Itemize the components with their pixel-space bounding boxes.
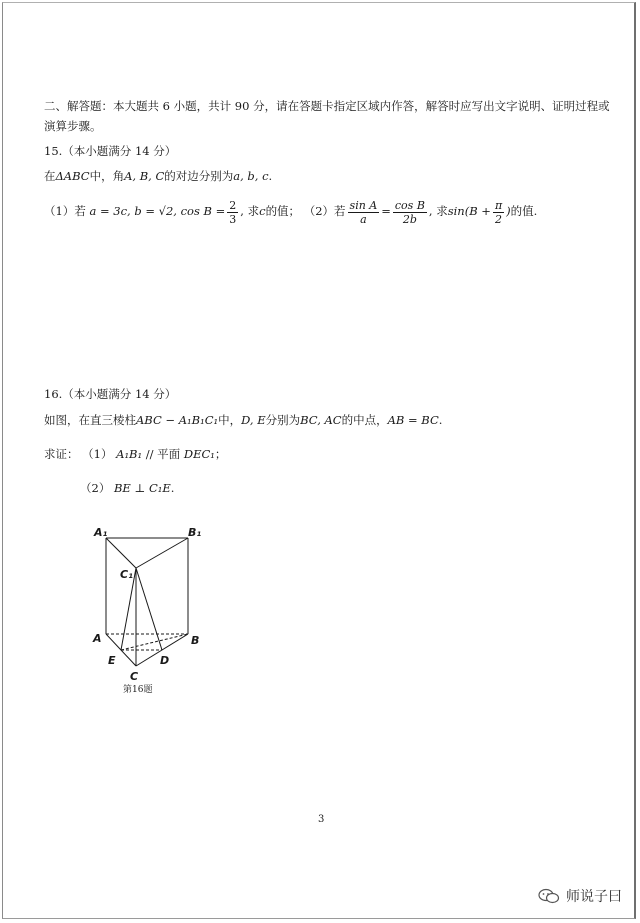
q15-stem: 在ΔABC中，角A, B, C的对边分别为a, b, c. <box>44 169 273 183</box>
q15-parts <box>44 196 537 226</box>
label-c: C <box>130 670 139 683</box>
label-a: A <box>93 632 102 645</box>
page-number: 3 <box>318 814 325 825</box>
wechat-icon <box>538 888 560 904</box>
edge-e-b-hidden <box>121 634 188 650</box>
label-e: E <box>108 654 116 667</box>
q15-part1-fraction: $\frac{2}{3}$ <box>229 198 237 226</box>
edge-c1-d <box>136 568 162 650</box>
q15-part2: （2）若 $\frac{\text{sin A}}{a}$ = $\frac{\text{cos B}}{2b}$ , 求sin(B + $\frac{\pi}{2}$ )的值. <box>303 198 538 226</box>
edge-a1-c1 <box>106 538 136 568</box>
section-header-text: 二、解答题：本大题共 6 小题，共计 90 分，请在答题卡指定区域内作答，解答时应写出文字说明、证明过程或演算步骤。 <box>44 99 610 133</box>
q15-title: 15.（本小题满分 14 分） <box>44 144 177 158</box>
edge-b1-c1 <box>136 538 188 568</box>
label-b1: B₁ <box>188 526 202 539</box>
prism-figure <box>80 520 230 705</box>
q15-part2-fraction-2: $\frac{\text{cos B}}{2b}$ <box>394 198 425 226</box>
figure-caption: 第16题 <box>123 685 153 695</box>
label-c1: C₁ <box>120 568 133 581</box>
q15-part2-fraction-3: $\frac{\pi}{2}$ <box>494 198 503 226</box>
q16-part2: （2） BE ⊥ C₁E. <box>80 481 175 495</box>
q16-stem: 如图，在直三棱柱ABC − A₁B₁C₁中，D, E分别为BC, AC的中点，AB = BC. <box>44 413 443 427</box>
watermark-text: 师说子曰 <box>566 889 622 905</box>
watermark <box>538 886 622 906</box>
label-d: D <box>160 654 170 667</box>
section-header <box>44 96 616 136</box>
label-b: B <box>191 634 200 647</box>
q15-part1: （1）若 a = 3c, b = √2, cos B = $\frac{2}{3}$ , 求c的值； <box>44 198 301 226</box>
label-a1: A₁ <box>94 526 108 539</box>
q16-title: 16.（本小题满分 14 分） <box>44 387 177 401</box>
q15-part2-fraction-1: $\frac{\text{sin A}}{a}$ <box>349 198 378 226</box>
q16-part1: 求证： （1） A₁B₁ // 平面 DEC₁； <box>44 447 227 461</box>
